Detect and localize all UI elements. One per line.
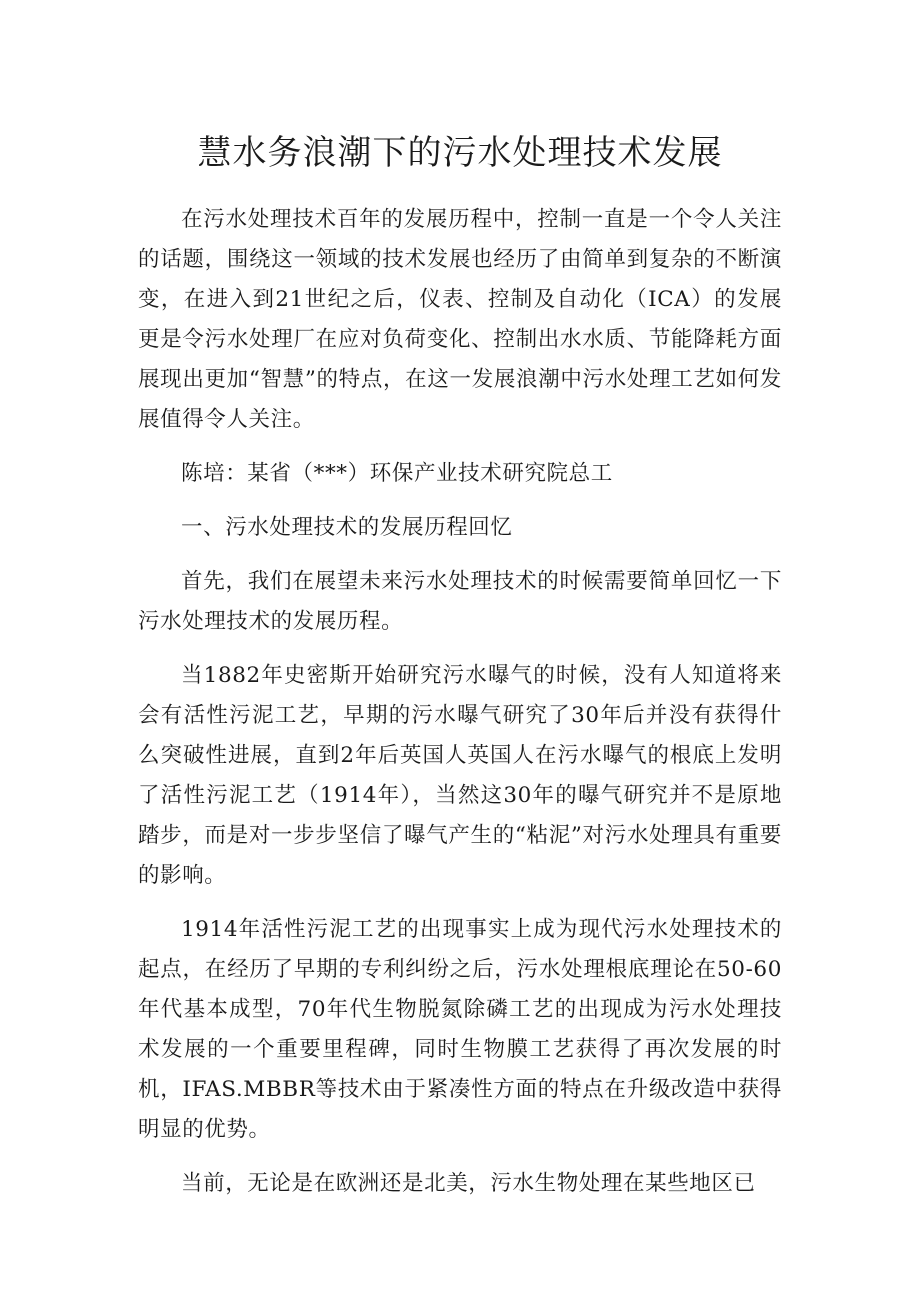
author-line: 陈培：某省（***）环保产业技术研究院总工 xyxy=(181,461,613,486)
body-paragraph: 当前，无论是在欧洲还是北美，污水生物处理在某些地区已 xyxy=(181,1171,756,1196)
document-title: 慧水务浪潮下的污水处理技术发展 xyxy=(197,133,723,173)
section-heading: 一、污水处理技术的发展历程回忆 xyxy=(181,515,513,540)
body-paragraph: 首先，我们在展望未来污水处理技术的时候需要简单回忆一下污水处理技术的发展历程。 xyxy=(138,569,782,634)
body-paragraph: 当1882年史密斯开始研究污水曝气的时候，没有人知道将来会有活性污泥工艺，早期的污水曝气研究了30年后并没有获得什么突破性进展，直到2年后英国人英国人在污水曝气的根底上发明了活性污泥工艺（1914年），当然这30年的曝气研究并不是原地踏步，而是对一步步坚信了曝气产生的“粘泥”对污水处理具有重要的影响。 xyxy=(138,663,782,888)
body-paragraph: 1914年活性污泥工艺的出现事实上成为现代污水处理技术的起点，在经历了早期的专利纠纷之后，污水处理根底理论在50-60年代基本成型，70年代生物脱氮除磷工艺的出现成为污水处理技术发展的一个重要里程碑，同时生物膜工艺获得了再次发展的时机，IFAS.MBBR等技术由于紧凑性方面的特点在升级改造中获得明显的优势。 xyxy=(138,917,782,1142)
intro-paragraph: 在污水处理技术百年的发展历程中，控制一直是一个令人关注的话题，围绕这一领域的技术发展也经历了由简单到复杂的不断演变，在进入到21世纪之后，仪表、控制及自动化（ICA）的发展更是令污水处理厂在应对负荷变化、控制出水水质、节能降耗方面展现出更加“智慧”的特点，在这一发展浪潮中污水处理工艺如何发展值得令人关注。 xyxy=(138,207,782,432)
